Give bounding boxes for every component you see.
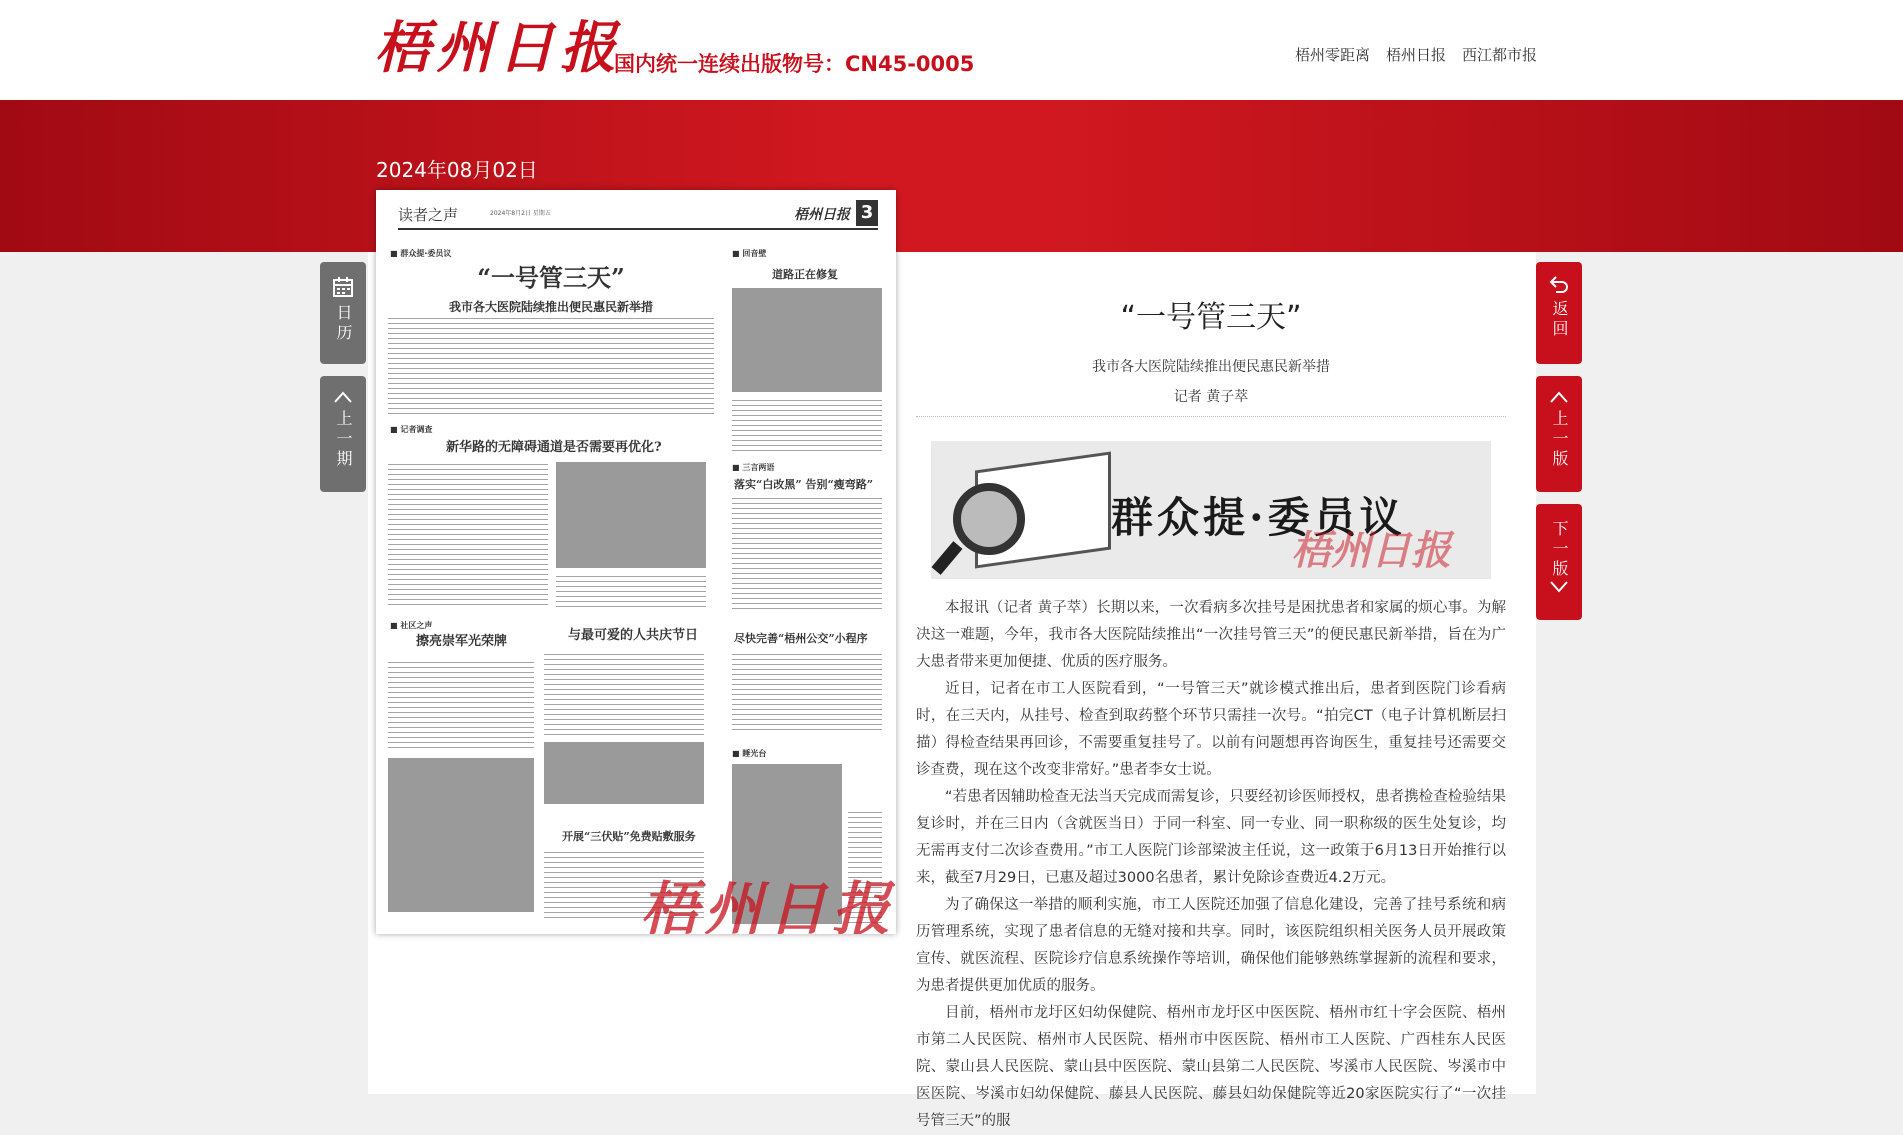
page-article-headline[interactable]: 擦亮崇军光荣牌 xyxy=(416,634,508,649)
news-photo xyxy=(556,462,706,568)
page-paper-logo: 梧州日报 xyxy=(794,207,850,223)
top-links xyxy=(1295,44,1537,65)
section-tag: ■ 睡光台 xyxy=(732,748,766,759)
text-block xyxy=(556,574,706,608)
article-author: 记者 黄子萃 xyxy=(916,386,1506,417)
text-block xyxy=(544,652,704,736)
article-banner-image xyxy=(931,441,1491,579)
article-paragraph: 为了确保这一举措的顺利实施，市工人医院还加强了信息化建设，完善了挂号系统和病历管理系统，实现了患者信息的无缝对接和共享。同时，该医院组织相关医务人员开展政策宣传、就医流程、医院诊疗信息系统操作等培训，确保他们能够熟练掌握新的流程和要求，为患者提供更加优质的服务。 xyxy=(916,897,1506,994)
article-paragraph: 近日，记者在市工人医院看到，“一号管三天”就诊模式推出后，患者到医院门诊看病时，在三天内，从挂号、检查到取药整个环节只需挂一次号。“拍完CT（电子计算机断层扫描）得检查结果再回诊，不需要重复挂号了。以前有问题想再咨询医生，重复挂号还需要交诊查费，现在这个改变非常好。”患者李女士说。 xyxy=(916,681,1506,778)
page-number: 3 xyxy=(856,200,878,226)
calendar-icon xyxy=(332,276,354,298)
link-xijiang-dushibao[interactable]: 西江都市报 xyxy=(1461,46,1537,64)
next-page-button[interactable] xyxy=(1536,504,1582,620)
article-paragraph: “若患者因辅助检查无法当天完成而需复诊，只要经初诊医师授权，患者携检查检验结果复诊时，并在三日内（含就医当日）于同一科室、同一专业、同一职称级的医生处复诊，均无需再支付二次诊查费用。”市工人医院门诊部梁波主任说，这一政策于6月13日开始推行以来，截至7月29日，已惠及超过3000名患者，累计免除诊查费近4.2万元。 xyxy=(916,789,1506,886)
text-block xyxy=(732,652,882,734)
red-banner xyxy=(0,100,1903,252)
page-issue-date: 2024年8月2日 星期五 xyxy=(490,210,551,217)
article-paragraph: 本报讯（记者 黄子萃）长期以来，一次看病多次挂号是困扰患者和家属的烦心事。为解决这一难题，今年，我市各大医院陆续推出“一次挂号管三天”的便民惠民新举措，旨在为广大患者带来更加便捷、优质的医疗服务。 xyxy=(916,600,1506,670)
calendar-button[interactable] xyxy=(320,262,366,364)
page-article-headline[interactable]: 尽快完善“梧州公交”小程序 xyxy=(734,632,868,645)
news-photo xyxy=(388,758,534,912)
banner-text: 群众提·委员议 xyxy=(1111,493,1406,542)
page-subheadline: 我市各大医院陆续推出便民惠民新举措 xyxy=(448,300,653,314)
return-icon xyxy=(1548,276,1570,294)
section-tag: ■ 群众提·委员议 xyxy=(390,248,451,259)
section-tag: ■ 回音壁 xyxy=(732,248,766,259)
edition-date: 2024年08月02日 xyxy=(376,158,538,182)
page-column-name: 读者之声 xyxy=(398,206,459,224)
magnifier-icon xyxy=(953,483,1025,555)
back-button[interactable] xyxy=(1536,262,1582,364)
site-logo[interactable]: 梧州日报 xyxy=(374,15,622,81)
banner-watermark: 梧州日报 xyxy=(1291,527,1451,574)
chevron-up-icon xyxy=(333,390,353,404)
text-block xyxy=(388,316,714,416)
chevron-down-icon xyxy=(1549,580,1569,594)
text-block xyxy=(388,660,534,748)
text-block xyxy=(732,398,882,452)
page-masthead xyxy=(398,204,878,230)
prev-period-button[interactable] xyxy=(320,376,366,492)
text-block xyxy=(732,496,882,612)
magnifier-handle xyxy=(931,541,962,575)
site-header xyxy=(0,0,1903,100)
article xyxy=(916,252,1506,1135)
page-headline[interactable]: “一号管三天” xyxy=(477,263,625,292)
article-body xyxy=(916,595,1506,1135)
section-tag: ■ 记者调查 xyxy=(390,424,432,435)
prev-page-button[interactable] xyxy=(1536,376,1582,492)
text-block xyxy=(388,462,548,608)
chevron-up-icon xyxy=(1549,390,1569,404)
section-tag: ■ 三言两语 xyxy=(732,462,774,473)
news-photo xyxy=(732,288,882,392)
article-paragraph: 目前，梧州市龙圩区妇幼保健院、梧州市龙圩区中医医院、梧州市红十字会医院、梧州市第二人民医院、梧州市人民医院、梧州市中医医院、梧州市工人医院、广西桂东人民医院、蒙山县人民医院、蒙山县中医医院、蒙山县第二人民医院、岑溪市人民医院、岑溪市中医医院、岑溪市妇幼保健院、藤县人民医院、藤县妇幼保健院等近20家医院实行了“一次挂号管三天”的服 xyxy=(916,1005,1506,1129)
newspaper-page-image[interactable] xyxy=(376,190,896,934)
page-article-headline[interactable]: 开展“三伏贴”免费贴敷服务 xyxy=(562,830,696,843)
page-article-headline[interactable]: 落实“白改黑” 告别“瘦弯路” xyxy=(734,478,874,491)
news-photo xyxy=(544,742,704,804)
prev-period-label: 上一期 xyxy=(334,410,353,470)
section-tag: ■ 社区之声 xyxy=(390,620,432,631)
page-article-headline[interactable]: 新华路的无障碍通道是否需要再优化? xyxy=(446,440,662,455)
calendar-label: 日历 xyxy=(334,304,353,344)
article-title: “一号管三天” xyxy=(1120,300,1302,335)
page-watermark: 梧州日报 xyxy=(640,875,896,934)
prev-page-label: 上一版 xyxy=(1550,410,1569,470)
next-page-label: 下一版 xyxy=(1550,520,1569,580)
link-wuzhou-lingjuli[interactable]: 梧州零距离 xyxy=(1294,46,1370,64)
article-subtitle: 我市各大医院陆续推出便民惠民新举措 xyxy=(1092,359,1330,375)
back-label: 返回 xyxy=(1550,300,1569,340)
page-article-headline[interactable]: 与最可爱的人共庆节日 xyxy=(568,628,699,643)
page-article-headline[interactable]: 道路正在修复 xyxy=(772,268,838,281)
link-wuzhou-daily[interactable]: 梧州日报 xyxy=(1385,46,1446,64)
issn-label: 国内统一连续出版物号：CN45-0005 xyxy=(614,52,975,76)
